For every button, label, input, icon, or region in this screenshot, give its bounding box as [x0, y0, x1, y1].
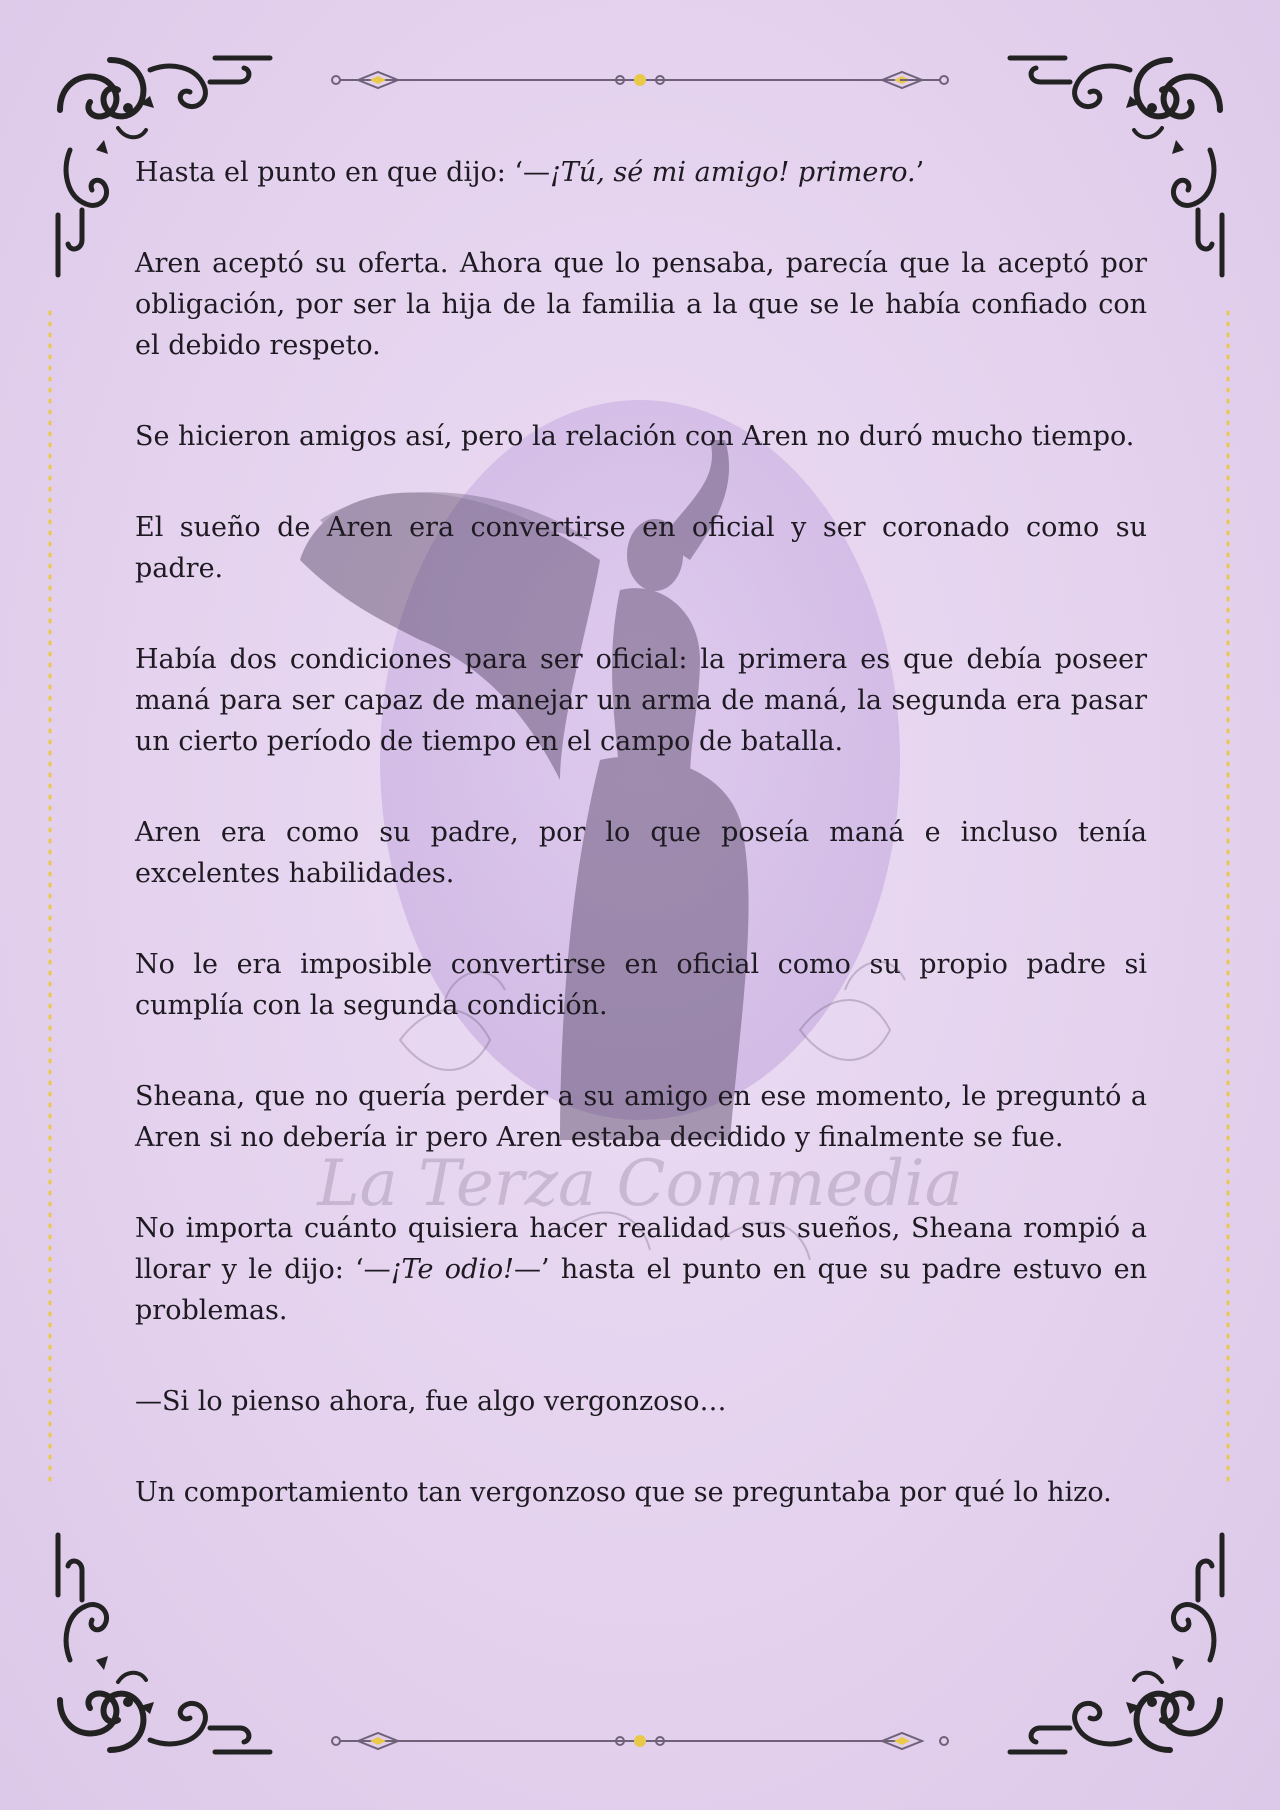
paragraph-11: Un comportamiento tan vergonzoso que se preguntaba por qué lo hizo.: [135, 1477, 1112, 1508]
paragraph-2: Aren aceptó su oferta. Ahora que lo pensaba, parecía que la aceptó por obligación, por ser la hija de la familia a la que se le había confiado con el debido respeto.: [135, 248, 1147, 361]
text-run: ’: [915, 157, 925, 188]
paragraph-3: Se hicieron amigos así, pero la relación con Aren no duró mucho tiempo.: [135, 421, 1135, 452]
corner-ornament-bottom-left: [58, 1535, 270, 1752]
text-run: Hasta el punto en que dijo: ‘—: [135, 157, 550, 188]
text-run: —’ hasta el punto en que su padre estuvo en problemas.: [135, 1254, 1147, 1326]
paragraph-9: [135, 1208, 1147, 1331]
top-divider: [332, 72, 948, 88]
paragraph-1: [135, 152, 1147, 193]
italic-dialogue: ¡Tú, sé mi amigo! primero.: [549, 157, 916, 188]
paragraph-8: Sheana, que no quería perder a su amigo en ese momento, le preguntó a Aren si no debería ir pero Aren estaba decidido y finalmente se fue.: [135, 1081, 1147, 1153]
paragraph-6: Aren era como su padre, por lo que poseía maná e incluso tenía excelentes habilidades.: [135, 817, 1147, 889]
paragraph-5: Había dos condiciones para ser oficial: la primera es que debía poseer maná para ser capaz de manejar un arma de maná, la segunda era pasar un cierto período de tiempo en el campo de batalla.: [135, 644, 1147, 757]
watermark-script-text: La Terza Commedia: [317, 1147, 963, 1221]
paragraph-10: —Si lo pienso ahora, fue algo vergonzoso…: [135, 1386, 727, 1417]
text-run: No importa cuánto quisiera hacer realidad sus sueños, Sheana rompió a llorar y le dijo: ‘—: [135, 1213, 1147, 1285]
page-body: [135, 152, 1147, 1563]
bottom-divider: [332, 1733, 948, 1749]
paragraph-4: El sueño de Aren era convertirse en oficial y ser coronado como su padre.: [135, 512, 1147, 584]
italic-dialogue: ¡Te odio!: [390, 1254, 514, 1285]
paragraph-7: No le era imposible convertirse en oficial como su propio padre si cumplía con la segunda condición.: [135, 949, 1147, 1021]
corner-ornament-bottom-right: [1010, 1535, 1222, 1752]
